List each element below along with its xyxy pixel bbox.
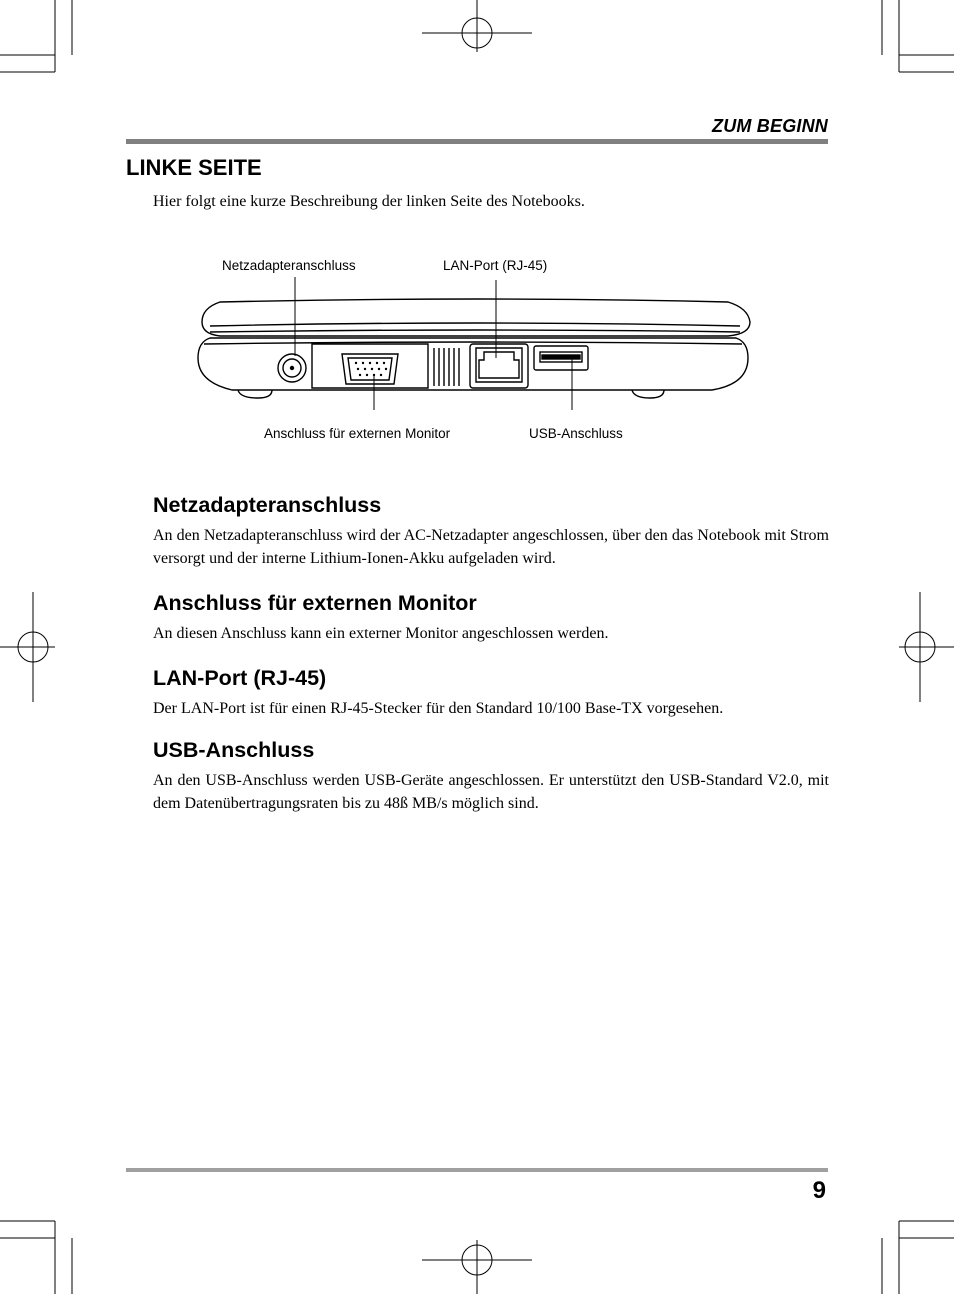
section-intro: Hier folgt eine kurze Beschreibung der linken Seite des Notebooks.: [153, 193, 585, 210]
page-number: 9: [812, 1177, 826, 1204]
callout-monitor: Anschluss für externen Monitor: [264, 426, 451, 441]
header-rule: [126, 139, 828, 144]
chapter-header: ZUM BEGINN: [712, 116, 828, 136]
callout-power: Netzadapteranschluss: [222, 258, 356, 273]
subsection-usb: [153, 735, 829, 815]
footer-rule: [126, 1168, 828, 1172]
callout-usb: USB-Anschluss: [529, 426, 623, 441]
section-title: LINKE SEITE: [126, 155, 262, 180]
subsection-text: Der LAN-Port ist für einen RJ-45-Stecker für den Standard 10/100 Base-TX vorgesehen.: [153, 700, 724, 717]
subsection-title: Anschluss für externen Monitor: [153, 591, 477, 615]
subsection-text: An den USB-Anschluss werden USB-Geräte angeschlossen. Er unterstützt den USB-Standard V2.0, mit dem Datenübertragungsraten bis zu 48ß MB/s möglich sind.: [153, 772, 829, 812]
subsection-title: LAN-Port (RJ-45): [153, 666, 327, 690]
callout-lan: LAN-Port (RJ-45): [443, 258, 548, 273]
subsection-title: USB-Anschluss: [153, 738, 315, 762]
subsection-text: An den Netzadapteranschluss wird der AC-Netzadapter angeschlossen, über den das Notebook mit Strom versorgt und der interne Lithium-Ionen-Akku aufgeladen wird.: [153, 527, 829, 567]
subsection-title: Netzadapteranschluss: [153, 493, 382, 517]
subsection-text: An diesen Anschluss kann ein externer Monitor angeschlossen werden.: [153, 625, 609, 642]
notebook-base: [198, 338, 748, 390]
subsection-lan: [153, 663, 829, 720]
notebook-left-side-illustration: [180, 250, 770, 410]
subsection-monitor: [153, 588, 829, 645]
subsection-power: [153, 490, 829, 570]
